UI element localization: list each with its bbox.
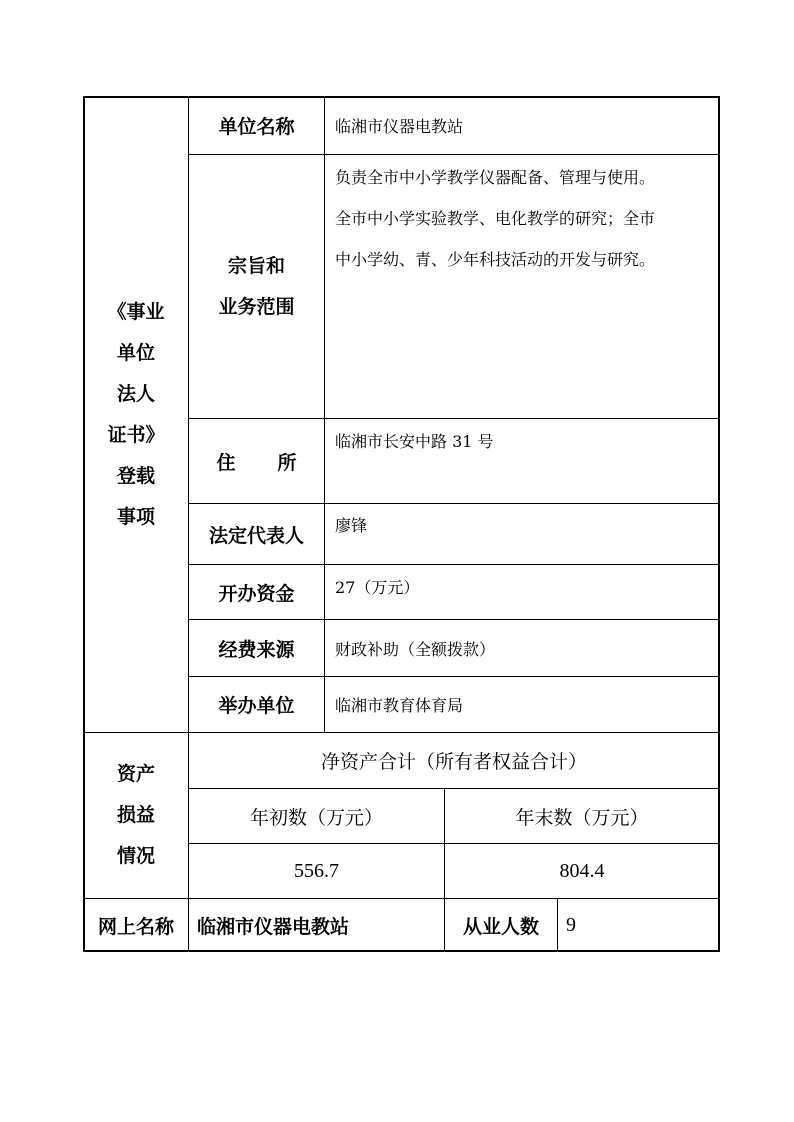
registration-line: 证书》 (107, 423, 165, 446)
unit-name-label: 单位名称 (188, 96, 325, 155)
end-of-year-label: 年末数（万元） (444, 788, 720, 844)
registration-line: 事项 (116, 505, 155, 528)
funding-source-value: 财政补助（全额拨款） (324, 619, 720, 677)
purpose-line: 全市中小学实验教学、电化教学的研究；全市 (335, 209, 656, 228)
staff-count-label: 从业人数 (444, 898, 558, 952)
begin-of-year-value: 556.7 (188, 843, 445, 899)
online-name-label: 网上名称 (83, 898, 189, 952)
unit-name-value: 临湘市仪器电教站 (324, 96, 720, 155)
purpose-line: 中小学幼、青、少年科技活动的开发与研究。 (335, 250, 656, 269)
sponsor-label: 举办单位 (188, 676, 325, 733)
funds-value: 27（万元） (324, 564, 720, 620)
registration-line: 登载 (116, 464, 155, 487)
assets-section-label: 资产 损益 情况 (83, 732, 189, 899)
purpose-line: 负责全市中小学教学仪器配备、管理与使用。 (335, 168, 656, 187)
address-value: 临湘市长安中路 31 号 (324, 418, 720, 504)
registration-section-label (83, 96, 189, 733)
purpose-value (324, 154, 720, 419)
address-label: 住 所 (188, 418, 325, 504)
registration-line: 《事业 (107, 300, 165, 323)
end-of-year-value: 804.4 (444, 843, 720, 899)
online-name-value: 临湘市仪器电教站 (188, 898, 445, 952)
funding-source-label: 经费来源 (188, 619, 325, 677)
legal-rep-value: 廖锋 (324, 503, 720, 565)
begin-of-year-label: 年初数（万元） (188, 788, 445, 844)
staff-count-value: 9 (557, 898, 720, 952)
purpose-label: 宗旨和 业务范围 (188, 154, 325, 419)
funds-label: 开办资金 (188, 564, 325, 620)
registration-line: 法人 (116, 382, 155, 405)
sponsor-value: 临湘市教育体育局 (324, 676, 720, 733)
legal-rep-label: 法定代表人 (188, 503, 325, 565)
net-assets-header: 净资产合计（所有者权益合计） (188, 732, 720, 789)
registration-line: 单位 (116, 341, 155, 364)
